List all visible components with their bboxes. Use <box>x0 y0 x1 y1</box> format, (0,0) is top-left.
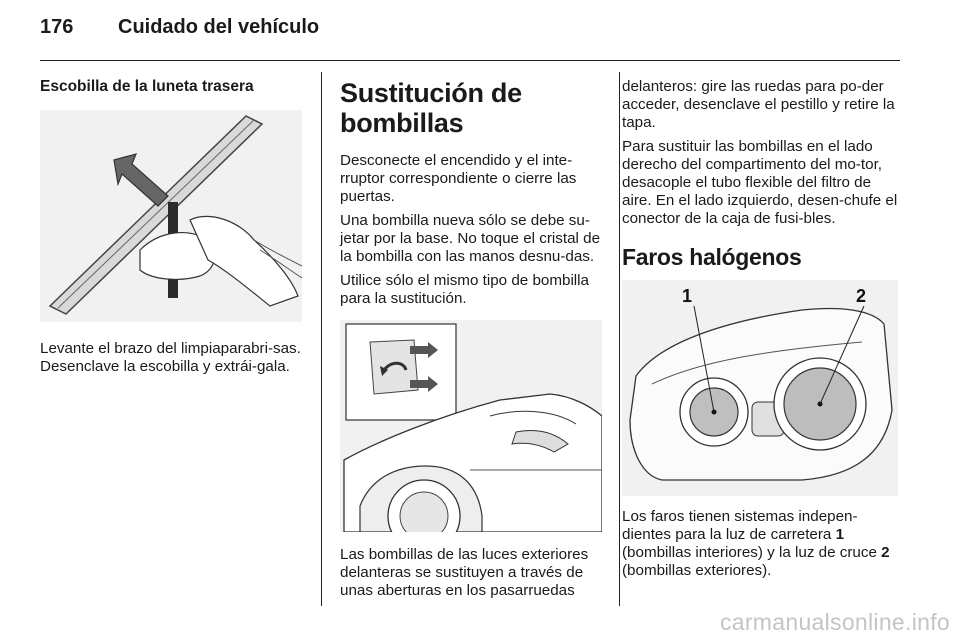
paragraph: Una bombilla nueva sólo se debe su-jetar por la base. No toque el cristal de la bombilla con las manos desnu-das. <box>340 212 601 265</box>
paragraph: Para sustituir las bombillas en el lado derecho del compartimento del mo-tor, desacople el tubo flexible del filtro de aire. En el lado izquierdo, desen-chufe el conector de la caja de fusi-bles. <box>622 138 898 227</box>
column-divider <box>619 72 620 606</box>
paragraph: Desconecte el encendido y el inte-rruptor correspondiente o cierre las puertas. <box>340 152 577 205</box>
column-divider <box>321 72 322 606</box>
column-1 <box>40 78 305 382</box>
wiper-blade-illustration <box>40 110 302 322</box>
paragraph: Utilice sólo el mismo tipo de bombilla para la sustitución. <box>340 272 590 307</box>
wheel-arch-access-illustration <box>340 320 602 532</box>
paragraph: delanteros: gire las ruedas para po-der acceder, desenclave el pestillo y retire la tapa. <box>622 78 895 131</box>
halogen-headlights-heading: Faros halógenos <box>622 244 802 270</box>
column-2 <box>340 78 605 606</box>
paragraph: Los faros tienen sistemas indepen-dientes para la luz de carretera 1 (bombillas interiores) y la luz de cruce 2 (bombillas exteriores). <box>622 508 890 579</box>
paragraph: Las bombillas de las luces exteriores delanteras se sustituyen a través de unas aberturas en los pasarruedas <box>340 546 589 599</box>
wiper-instructions: Levante el brazo del limpiaparabri-sas. Desenclave la escobilla y extrái-gala. <box>40 340 301 375</box>
headlight-illustration <box>622 280 898 496</box>
callout-label-1: 1 <box>682 286 693 306</box>
header-divider <box>40 60 900 61</box>
section-title: Cuidado del vehículo <box>118 16 320 38</box>
watermark: carmanualsonline.info <box>719 609 950 635</box>
rear-wiper-heading: Escobilla de la luneta trasera <box>40 78 254 95</box>
page-number: 176 <box>40 16 74 38</box>
callout-ref-1: 1 <box>835 526 845 543</box>
column-3 <box>622 78 904 586</box>
bulb-replacement-heading: Sustitución de bombillas <box>340 78 522 138</box>
callout-label-2: 2 <box>856 286 867 306</box>
callout-ref-2: 2 <box>881 544 890 561</box>
